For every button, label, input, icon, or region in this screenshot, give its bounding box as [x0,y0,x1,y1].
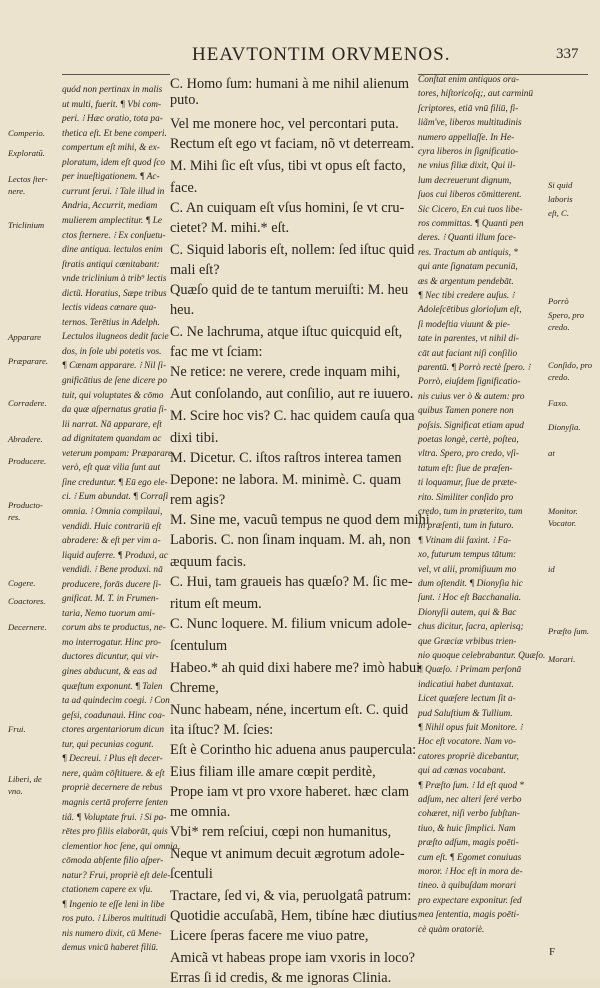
right-gloss-line: poetas longè, certè, poſtea, [418,435,519,445]
right-margin-note: Faxo. [548,398,569,408]
verse-line: Ne retice: ne verere, crede inquam mihi, [170,364,401,380]
left-gloss-line: gines abducunt, & eas ad [62,667,157,677]
left-margin-note: Frui. [8,724,26,734]
right-gloss-line: cohæret, niſi verbo ſubſtan- [418,809,520,820]
right-gloss-line: ſuos cui liberos cōmitterent. [418,190,522,201]
right-margin-note: laboris [548,194,573,204]
verse-line: dixi tibi. [170,430,219,446]
left-margin-note: vno. [8,786,23,796]
right-gloss-line: rito. Similiter conſido pro [418,492,514,503]
right-gloss-line: cyra liberos in ſignificatio- [418,147,519,157]
left-gloss-line: verò, eſt quæ vilia ſunt aut [62,463,161,474]
right-gloss-line: ¶ Præſto ſum. ⁝ Id eſt quod * [418,780,524,791]
left-gloss-line: ctos ſternere. ⁝ Ex conſuetu- [62,230,166,241]
left-gloss-line: vendidi. ⁝ Bene produxi. nā [62,565,163,576]
left-gloss-line: Lectulos ilugneos dedit facie [62,332,169,343]
right-gloss-line: cāt aut faciant niſi conſilio [418,348,518,359]
right-gloss-line: ros committas. ¶ Quanti pen [418,219,524,229]
left-gloss-line: producere, forās ducere ſi- [62,579,162,590]
verse-line: Tractare, ſed vi, & via, peruolgatâ patrum: [170,888,412,904]
verse-line: C. Homo ſum: humani à me nihil alienum [170,76,410,92]
verse-line: Quotidie accuſabã, Hem, tibíne hæc diutius [170,908,418,924]
right-gloss-line: ti loquamur, ſiue de præte- [418,478,517,489]
right-gloss-line: que Græciæ vrbibus trien- [418,636,517,647]
right-gloss-line: tineo. à quibuſdam morari [418,881,517,892]
left-margin-note: Apparare [8,332,41,342]
verse-line: ritum eſt meum. [170,596,262,612]
right-gloss-line: cum eſt. ¶ Egomet conuiuas [418,852,522,863]
left-margin-note: Triclinium [8,220,45,230]
right-gloss-line: ſcriptores, etiā vnū filiū, fi- [418,103,519,114]
verse-line: Prope iam vt pro vxore haberet. hæc clam [170,784,409,800]
right-gloss-line: catores propriè dicebantur, [418,751,519,762]
right-margin-note: Conſido, pro [548,360,593,370]
running-head [0,44,600,74]
right-gloss-line: liãm've, liberos multitudinis [418,118,522,129]
left-gloss-line: lii narrat. Nā apparare, eſt [62,419,162,430]
left-gloss-line: ctationem capere ex vſu. [62,885,153,896]
left-gloss-line: da quæ aſpernatus gratia ſi- [62,405,167,416]
right-margin-note: credo. [548,322,570,332]
left-gloss-line: thetica eſt. Et bene comperi. [62,128,167,139]
left-gloss-line: vendidi. Huic contrariū eſt [62,521,162,532]
left-gloss-line: ¶ Cœnam apparare. ⁝ Nil ſi- [62,361,167,372]
left-gloss-line: veterum pompam: Præparare [62,448,173,459]
left-gloss-line: taria, Nemo tuorum ami- [62,608,155,619]
left-margin-note: Exploratū. [8,148,45,158]
verse-line: Depone: ne labora. M. minimè. C. quam [170,472,402,488]
verse-line: ſcentuli [170,866,213,882]
right-margin-note: Porrò [548,296,569,306]
verse-line: C. An cuiquam eſt vſus homini, ſe vt cru- [170,200,405,216]
left-gloss-line: omnia. ⁝ Omnia compilaui, [62,506,163,517]
left-gloss-line: clementior hoc ſene, qui omnia [62,841,178,852]
right-gloss-line: Dionyſii autem, qui & Bac [418,607,517,618]
left-gloss-line: ductores dicuntur, qui vir- [62,652,159,663]
right-gloss-line: lum decreuerunt dignum, [418,175,512,186]
page-number: 337 [556,46,579,62]
left-gloss-line: ut multi, fuerit. ¶ Vbi com- [62,99,162,110]
left-gloss-line: cōmoda abſente filio aſper- [62,856,164,867]
left-gloss-line: gnificat. M. T. in Frumen- [62,594,159,605]
right-gloss-line: ¶ Nec tibi credere auſus. ⁝ [418,291,515,301]
verse-line: Rectum eſt ego vt faciam, nõ vt deterream. [170,136,415,152]
right-gloss-line: in præſenti, tum in futuro. [418,521,514,532]
left-margin-note: Producto- [8,500,43,510]
left-gloss-line: demus vnicū haberet filiū. [62,943,159,954]
left-margin-note: Producere. [8,456,47,466]
right-gloss-line: indicatiui habet duntaxat. [418,679,514,690]
left-gloss-line: ci. ⁝ Eum abundat. ¶ Corraſi [62,492,169,503]
left-margin-note: Abradere. [8,434,43,444]
verse-line: Erras ſi id credis, & me ignoras Clinia. [170,970,392,986]
right-gloss-line: Sic Cicero, En cui tuos libe- [418,204,523,215]
verse-line: ita iſtuc? M. ſcies: [170,722,274,738]
verse-line: C. Nunc loquere. M. filium vnicum adole- [170,616,412,632]
verse-line: æquum facis. [170,554,247,570]
right-gloss-line: ¶ Vtinam dii faxint. ⁝ Fa- [418,535,512,546]
left-margin-note: Lectos ſter- [8,174,48,184]
left-gloss-line: ternos. Terētius in Adelph. [62,317,160,328]
verse-line: Laboris. C. non ſinam inquam. M. ah, non [170,532,411,548]
verse-line: C. Siquid laboris eſt, nollem: ſed iſtuc quid [170,242,415,258]
verse-line: Eſt è Corintho hic aduena anus paupercula: [170,742,417,758]
right-gloss-line: chus dicitur, ſacra, aplerisq; [418,622,524,633]
left-gloss-line: tuit, qui voluptates & cōmo [62,390,164,401]
right-gloss-line: quibus Tamen ponere non [418,406,514,417]
verse-line: M. Mihi ſic eſt vſus, tibi vt opus eſt facto, [170,158,406,174]
right-margin-note: at [548,448,555,458]
left-gloss-line: ¶ Ingenio te eſſe leni in libe [62,899,165,910]
left-gloss-line: ta ad quindecim coegi. ⁝ Con [62,696,170,707]
left-gloss-line: tiã. ¶ Voluptate frui. ⁝ Si pa- [62,812,167,823]
right-gloss-line: ſunt. ⁝ Hoc eſt Bacchanalia. [418,593,522,604]
left-gloss-line: ad dignitatem quandam ac [62,434,162,445]
verse-line: Eius filiam ille amare cœpit perditè, [170,764,376,780]
left-gloss-line: nere, quàm cōſtituere. & eſt [62,768,165,779]
right-margin-note: Dionyſia. [548,422,581,432]
right-gloss-line: poſsis. Significat etiam apud [418,420,524,431]
verse-line: ſcentulum [170,638,228,654]
header-rule-left [62,74,170,75]
left-gloss-line: compertum eſt mihi, & ex- [62,143,160,154]
left-gloss-line: ploratum, idem eſt quod ſco [62,157,166,168]
verse-line: Licere ſperas facere me viuo patre, [170,928,369,944]
right-gloss-line: vltra. Spero, pro credo, vſi- [418,449,519,460]
verse-line: Vel me monere hoc, vel percontari puta. [170,116,399,132]
right-margin-note: Spero, pro [548,310,585,320]
verse-line: rem agis? [170,492,226,508]
right-gloss-line: vel, vt alii, promiſiuum mo [418,564,517,575]
verse-line: C. Hui, tam graueis has quæſo? M. ſic me- [170,574,413,590]
right-gloss-line: qui ante ſignatam pecuniā, [418,262,518,273]
left-gloss-line: ros puto. ⁝ Liberos multitudi [62,914,167,925]
right-gloss-line: qui ad cœnas vocabant. [418,766,506,777]
verse-line: puto. [170,92,199,108]
left-margin-note: Corradere. [8,398,47,408]
right-gloss-line: dum oſtendit. ¶ Dionyſia hic [418,579,523,589]
left-margin-note: Præparare. [8,356,48,366]
right-gloss-line: pro expectare exponitur. ſed [418,895,522,906]
left-gloss-line: quód non pertinax in malis [62,85,163,95]
right-gloss-line: cè quàm oratoriè. [418,924,485,935]
right-gloss-line: Hoc eſt vocatore. Nam vo- [418,737,517,748]
right-gloss-line: tate in parentes, vt nihil di- [418,334,519,345]
left-gloss-line: mulierem amplectitur. ¶ Le [62,215,163,226]
right-gloss-line: mea ſententia, magis poēti- [418,910,520,921]
right-gloss-line: Conſtat enim antiquos ora- [418,75,519,85]
left-margin-note: nere. [8,186,26,196]
left-gloss-line: dictũ. Horatius, Sæpe tribus [62,288,167,299]
left-gloss-line: quæſtum exponunt. ¶ Talen [62,681,163,692]
left-gloss-line: peri. ⁝ Hæc oratio, tota pa- [62,114,163,125]
right-gloss-line: ¶ Quæſo. ⁝ Primam perſonā [418,665,522,676]
left-gloss-line: dos, in ſole ubi potetis vos. [62,346,162,357]
left-gloss-line: ctores argentariorum dicun [62,725,165,736]
left-gloss-line: lectis videas cœnare qua- [62,303,157,314]
right-gloss-line: æs & argentum pendebāt. [418,276,514,287]
left-gloss-line: Andria, Accurrit, mediam [62,201,158,212]
right-margin-note: Morari. [548,654,576,664]
left-margin-note: Cogere. [8,578,36,588]
left-margin-note: res. [8,512,21,522]
right-gloss-line: Porrò, eiuſdem ſignificatio- [418,377,521,388]
left-gloss-line: gnificātius de ſene dicere po [62,376,167,386]
right-gloss-line: Adoleſcētibus glorioſum eſt, [418,305,522,316]
right-margin-note: Monitor. [548,506,578,516]
right-gloss-line: tores, hiſtoricoſq;, aut carminū [418,89,534,100]
verse-line: Vbi* rem reſciui, cœpi non humanitus, [170,824,392,840]
right-gloss-line: Licet quæſere lectum ſit a- [418,694,516,705]
right-gloss-line: numero appellaſſe. In He- [418,132,515,143]
right-margin-note: Si quid [548,180,573,190]
running-title: HEAVTONTIM ORVMENOS. [192,44,451,65]
left-gloss-line: tur, qui pecunias cogunt. [62,739,154,750]
right-gloss-line: parentū. ¶ Porrò rectè ſpero. ⁝ [418,363,531,373]
verse-line: Chreme, [170,680,219,696]
right-gloss-line: nis cuius ver ò & autem: pro [418,391,525,402]
left-margin-note: Liberi, de [8,774,42,784]
left-gloss-line: ¶ Decreui. ⁝ Plus eſt decer- [62,754,163,765]
verse-line: fac me vt ſciam: [170,344,263,360]
right-gloss-line: moror. ⁝ Hoc eſt in mora de- [418,867,523,877]
left-gloss-line: nis numero dixit, cū Mene- [62,928,162,939]
right-gloss-line: ne vnius filiæ dixit, Qui il- [418,161,516,172]
verse-line: me omnia. [170,804,231,820]
verse-line: cietet? M. mihi.* eſt. [170,220,290,236]
left-gloss-line: vnde triclinium à trib⁹ lectis [62,274,167,285]
right-gloss-line: tiuo, & huic ſimplici. Nam [418,823,516,834]
right-margin-note: id [548,564,555,574]
left-gloss-line: liquid auferre. ¶ Produxi, ac [62,550,168,561]
verse-line: Nunc habeam, néne, incertum eſt. C. quid [170,702,409,718]
verse-line: M. Dicetur. C. iſtos raſtros interea tamen [170,450,402,466]
left-gloss-line: natur? Frui, propriè eſt dele- [62,870,171,881]
right-gloss-line: adſum, nec alteri ſeré verbo [418,795,522,805]
right-gloss-line: pud Saluſtium & Tullium. [418,708,513,719]
right-margin-note: Vocator. [548,518,577,528]
verse-line: Neque vt animum decuit ægrotum adole- [170,846,405,862]
right-gloss-line: tatum eſt: ſiue de præſen- [418,463,513,474]
left-margin-note: Comperio. [8,128,45,138]
verse-line: Quæſo quid de te tantum meruiſti: M. heu [170,282,409,298]
right-gloss-line: xo, futurum tempus tātum: [418,550,517,561]
left-margin-note: Decernere. [8,622,47,632]
left-gloss-line: ſtratis antiqui cœnitabant: [62,259,160,270]
right-margin-note: eſt, C. [548,208,569,218]
right-gloss-line: credo, tum in præterito, tum [418,507,523,517]
left-gloss-line: dine antiqua. lectulos enim [62,245,163,256]
verse-line: mali eſt? [170,262,220,278]
left-gloss-line: propriè decernere de rebus [62,783,163,794]
verse-line: M. Scire hoc vis? C. hac quidem cauſa qua [170,408,415,424]
right-gloss-line: res. Tractum ab antiquis, * [418,247,518,258]
left-gloss-line: geſsi, coadunaui. Hinc coa- [62,710,166,721]
right-gloss-line: deres. ⁝ Quanti illum face- [418,233,516,244]
right-gloss-line: ſi modeſtia viuunt & pie- [418,319,510,330]
verse-line: heu. [170,302,195,318]
right-gloss-line: præſto adſum, magis poēti- [418,838,519,849]
left-gloss-line: currunt ſerui. ⁝ Tale illud in [62,186,165,197]
verse-line: M. Sine me, vacuũ tempus ne quod dem mihi [170,512,430,528]
verse-line: Aut conſolando, aut conſilio, aut re iuuero. [170,386,414,402]
left-margin-note: Coactores. [8,596,46,606]
left-gloss-line: corum abs te productus, ne- [62,623,166,634]
verse-line: face. [170,180,198,196]
right-margin-note: credo. [548,372,570,382]
catchword: F [549,946,556,958]
right-gloss-line: ¶ Nihil opus fuit Monitore. ⁝ [418,723,523,733]
left-gloss-line: magnis certā proferre ſenten [62,797,168,808]
verse-line: Amicã vt habeas prope iam vxoris in loco? [170,950,415,966]
right-gloss-line: nio quoque celebrabantur. Quæſo. [418,651,546,661]
left-gloss-line: per inueſtigationem. ¶ Ac- [62,172,160,183]
verse-line: Habeo.* ah quid dixi habere me? imò habui [170,660,421,676]
left-gloss-line: rētes pro filiis elaborāt, quis [62,827,168,838]
verse-line: C. Ne lachruma, atque iſtuc quicquid eſt, [170,324,403,340]
right-margin-note: Præſto ſum. [548,626,590,636]
left-gloss-line: mo interrogatur. Hinc pro- [62,637,161,648]
left-gloss-line: abradere: & eſt per vim a- [62,536,161,547]
left-gloss-line: ſine creduntur. ¶ Eū ego ele- [62,477,168,488]
